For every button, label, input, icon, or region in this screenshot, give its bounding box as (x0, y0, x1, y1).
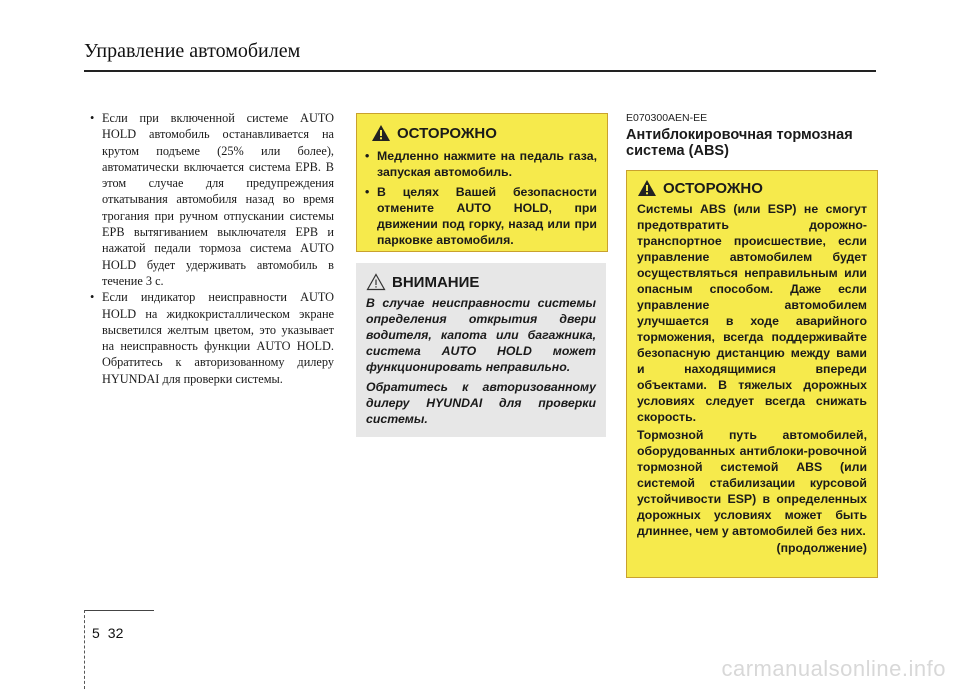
caution-box-door-sensor (356, 263, 606, 437)
caution-paragraph-1: В случае неисправности системы определения открытия двери водителя, капота или багажника, система AUTO HOLD может функционировать неправильно. (366, 296, 596, 374)
page-header-title: Управление автомобилем (84, 40, 301, 62)
footer-rule (84, 610, 154, 611)
footer-divider (84, 610, 86, 689)
warning-title: ОСТОРОЖНО (663, 179, 763, 197)
section-code: E070300AEN-EE (626, 112, 708, 124)
abs-warning-paragraph-1: Системы ABS (или ESP) не смогут предотвратить дорожно-транспортное происшествие, если управление автомобилем будет осуществляться неправильным или опасным способом. Даже если управление автомобилем улучшается в ходе аварийного торможения, всегда поддерживайте безопасную дистанцию между вами и находящимися впереди объектами. В тяжелых дорожных условиях следует всегда снижать скорость. (637, 202, 867, 424)
warning-title: ОСТОРОЖНО (397, 124, 497, 142)
caution-title: ВНИМАНИЕ (392, 273, 480, 291)
page-number (92, 625, 131, 641)
warning-item-gas-pedal: • Медленно нажмите на педаль газа, запуская автомобиль. (363, 148, 597, 180)
section-title-abs: Антиблокировочная тормозная система (ABS) (626, 127, 853, 159)
left-column (90, 110, 334, 387)
bullet-auto-hold-epb: • Если при включенной системе AUTO HOLD автомобиль останавливается на крутом подъеме (25% или более), автоматически включается система EPB. В этом случае для предупреждения откатывания автомобиля назад во время трогания при ручном отпускании системы EPB вытягиванием выключателя EPB и нажатой педали тормоза система AUTO HOLD будет удерживать автомобиль в течение 3 с. (90, 110, 334, 289)
header-rule (84, 70, 876, 72)
caution-triangle-outline-icon (366, 273, 386, 291)
warning-box-auto-hold (356, 113, 608, 252)
continued-label: (продолжение) (776, 541, 867, 555)
warning-triangle-icon (371, 124, 391, 142)
caution-paragraph-2: Обратитесь к авторизованному дилеру HYUNDAI для проверки системы. (366, 380, 596, 426)
warning-box-abs (626, 170, 878, 578)
watermark: carmanualsonline.info (721, 656, 946, 681)
chapter-number: 5 (92, 625, 100, 641)
abs-warning-paragraph-2: Тормозной путь автомобилей, оборудованных антиблоки-ровочной тормозной системой ABS (или системой стабилизации курсовой устойчивости ESP) в определенных дорожных условиях может быть длиннее, чем у автомобилей без них. (637, 428, 867, 538)
warning-triangle-icon (637, 179, 657, 197)
bullet-auto-hold-malfunction: • Если индикатор неисправности AUTO HOLD на жидкокристаллическом экране высветился желтым цветом, это указывает на неисправность функции AUTO HOLD. Обратитесь к авторизованному дилеру HYUNDAI для проверки системы. (90, 289, 334, 387)
page-number-value: 32 (107, 625, 124, 641)
warning-item-cancel-auto-hold: • В целях Вашей безопасности отмените AUTO HOLD, при движении под горку, назад или при парковке автомобиля. (363, 184, 597, 248)
